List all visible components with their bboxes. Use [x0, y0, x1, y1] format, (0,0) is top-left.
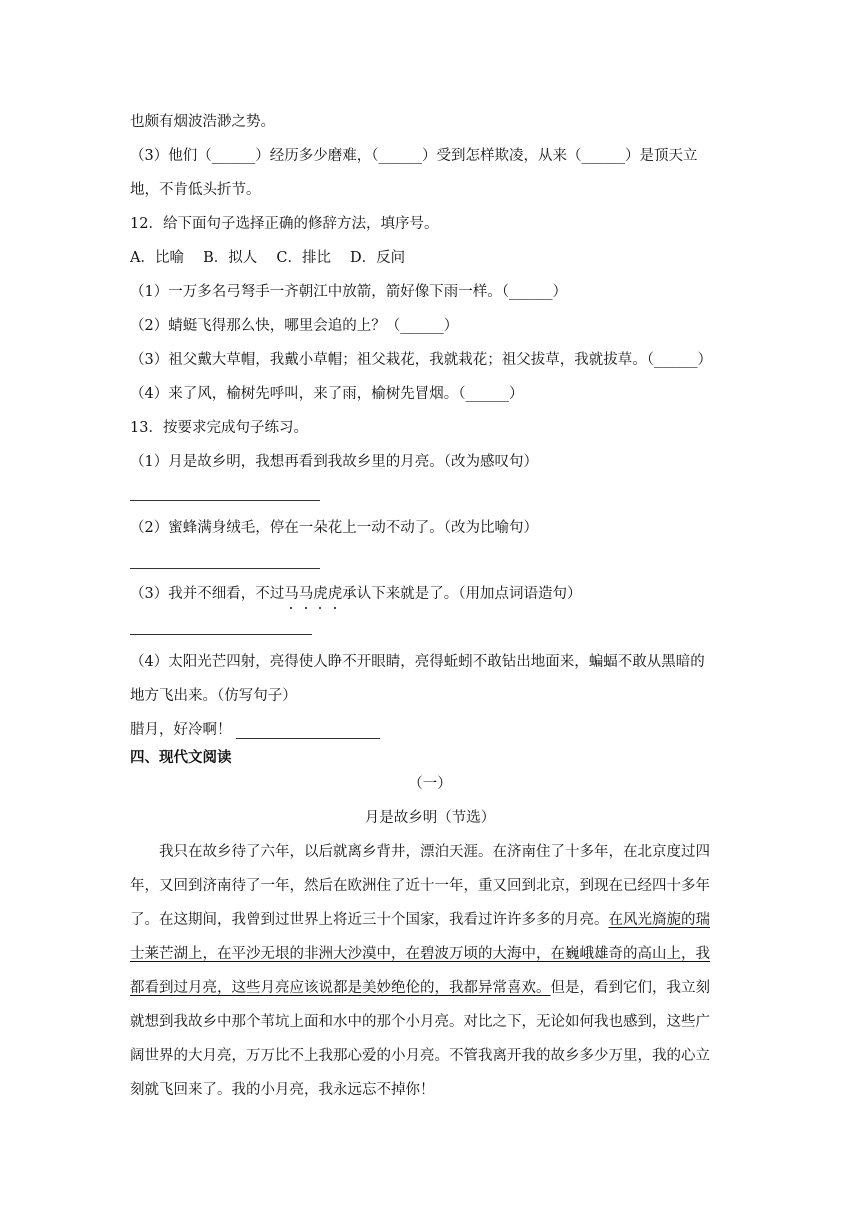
passage-number: （一） — [408, 776, 452, 792]
passage-line — [130, 910, 730, 930]
answer-blank[interactable] — [130, 634, 312, 635]
underlined-text: 都看到过月亮，这些月亮应该说都是美妙绝伦的，我都异常喜欢。 — [130, 980, 551, 996]
underlined-text: 士莱芒湖上，在平沙无垠的非洲大沙漠中，在碧波万顷的大海中，在巍峨雄奇的高山上，我 — [130, 946, 710, 962]
question-12-2: （2）蜻蜓飞得那么快，哪里会追的上？（______） — [130, 318, 459, 334]
text-line: 地，不肯低头折节。 — [130, 182, 261, 198]
question-12-title: 12．给下面句子选择正确的修辞方法，填序号。 — [130, 216, 439, 232]
passage-line: 年，又回到济南待了一年，然后在欧洲住了近十一年，重又回到北京，到现在已经四十多年 — [130, 878, 710, 894]
section-heading: 四、现代文阅读 — [130, 750, 232, 766]
text-segment: 但是，看到它们，我立刻 — [550, 980, 710, 996]
question-13-1: （1）月是故乡明，我想再看到我故乡里的月亮。（改为感叹句） — [130, 454, 538, 470]
answer-blank[interactable] — [130, 568, 320, 569]
text-segment: 承认下来就是了。（用加点词语造句） — [342, 586, 582, 602]
dotted-char: 马 — [298, 586, 314, 602]
dotted-char: 马 — [284, 586, 299, 602]
text-line: 也颇有烟波浩渺之势。 — [130, 114, 275, 130]
passage-line: 就想到我故乡中那个苇坑上面和水中的那个小月亮。对比之下，无论如何我也感到，这些广 — [130, 1014, 710, 1030]
passage-line: 刻就飞回来了。我的小月亮，我永远忘不掉你！ — [130, 1082, 435, 1098]
text-line: 地方飞出来。（仿写句子） — [130, 688, 297, 704]
question-12-4: （4）来了风，榆树先呼叫，来了雨，榆树先冒烟。（______） — [130, 386, 524, 402]
passage-line — [130, 978, 730, 998]
question-11-3: （3）他们（______）经历多少磨难，（______）受到怎样欺凌，从来（______）是顶天立 — [130, 148, 698, 164]
question-13-3 — [130, 584, 730, 604]
passage-line: 阔世界的大月亮，万万比不上我那心爱的小月亮。不管我离开我的故乡多少万里，我的心立 — [130, 1048, 710, 1064]
text-segment: 了。在这期间，我曾到过世界上将近三十个国家，我看过许许多多的月亮。 — [130, 912, 609, 928]
question-12-3: （3）祖父戴大草帽，我戴小草帽；祖父栽花，我就栽花；祖父拔草，我就拔草。（______） — [130, 352, 712, 368]
answer-blank[interactable] — [130, 500, 320, 501]
text-line: 腊月，好冷啊！ — [130, 722, 232, 738]
question-12-options: A．比喻 B．拟人 C．排比 D．反问 — [130, 250, 406, 266]
dotted-char: 虎 — [313, 586, 328, 602]
dotted-words — [284, 586, 342, 602]
passage-title: 月是故乡明（节选） — [364, 810, 496, 826]
underlined-text: 在风光旖旎的瑞 — [608, 912, 710, 928]
question-13-4: （4）太阳光芒四射，亮得使人睁不开眼睛，亮得蚯蚓不敢钻出地面来，蝙蝠不敢从黑暗的 — [130, 654, 705, 670]
dotted-char: 虎 — [327, 586, 343, 602]
question-13-2: （2）蜜蜂满身绒毛，停在一朵花上一动不动了。（改为比喻句） — [130, 520, 538, 536]
question-13-title: 13．按要求完成句子练习。 — [130, 420, 308, 436]
text-segment: （3）我并不细看，不过 — [130, 586, 285, 602]
passage-line: 我只在故乡待了六年，以后就离乡背井，漂泊天涯。在济南住了十多年，在北京度过四 — [159, 844, 710, 860]
answer-blank[interactable] — [236, 738, 380, 739]
question-12-1: （1）一万多名弓弩手一齐朝江中放箭，箭好像下雨一样。（______） — [130, 284, 567, 300]
